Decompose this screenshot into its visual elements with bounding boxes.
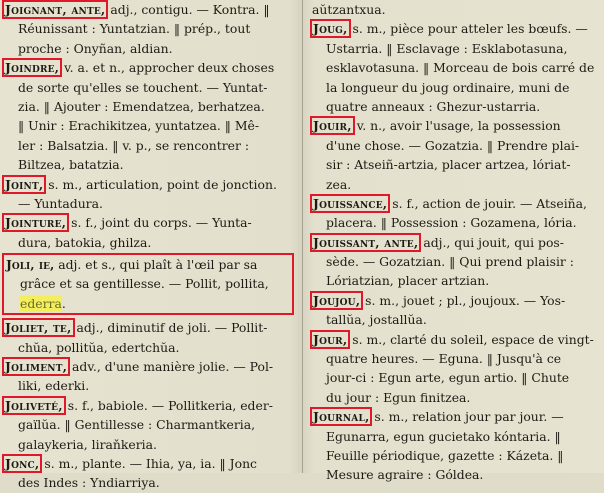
entry-line: zea. [326, 176, 352, 192]
headword: Journal, [313, 409, 370, 425]
entry-line: sède. — Gozatzian. ‖ Qui prend plaisir : [326, 254, 574, 270]
dictionary-entry [4, 318, 294, 357]
entry-line: quatre anneaux : Ghezur-ustarria. [326, 98, 541, 114]
entry-line: liki, ederki. [18, 378, 90, 394]
headword: Jouissant, ante, [313, 234, 419, 250]
entry-line: Joug, s. m., pièce pour atteler les bœufs. — [313, 21, 588, 37]
entry-line: du jour : Egun finitzea. [326, 389, 471, 405]
left-column [4, 0, 294, 493]
headword: Joindre, [5, 60, 60, 76]
headword: Jouir, [313, 118, 352, 134]
dictionary-entry [4, 175, 294, 214]
entry-line: Joliveté, s. f., babiole. — Pollitkeria, eder- [5, 397, 273, 413]
dictionary-entry [312, 407, 598, 485]
entry-line: d'une chose. — Gozatzia. ‖ Prendre plai- [326, 137, 580, 153]
entry-line: ‖ Unir : Erachikitzea, yuntatzea. ‖ Mê- [18, 118, 260, 134]
entry-line: Egunarra, egun gucietako kóntaria. ‖ [326, 428, 561, 444]
headword: Jointure, [5, 215, 67, 231]
entry-line: tallŭa, jostallŭa. [326, 312, 427, 328]
entry-line: Joignant, ante, adj., contigu. — Kontra. ‖ [5, 2, 270, 17]
entry-line: Jonc, s. m., plante. — Ihia, ya, ia. ‖ Jonc [5, 455, 258, 471]
entry-line: Journal, s. m., relation jour par jour. — [313, 409, 564, 425]
entry-line: Réunissant : Yuntatzian. ‖ prép., tout [18, 21, 251, 37]
dictionary-entry [312, 0, 598, 19]
dictionary-entry [312, 194, 598, 233]
headword: Jouissance, [313, 195, 388, 211]
entry-line: jour-ci : Egun arte, egun artio. ‖ Chute [326, 370, 570, 386]
entry-line: Joujou, s. m., jouet ; pl., joujoux. — Yos- [313, 292, 566, 308]
entry-line: aŭtzantxua. [312, 2, 386, 17]
entry-line: gaïlŭa. ‖ Gentillesse : Charmantkeria, [18, 417, 256, 433]
entry-line: grâce et sa gentillesse. — Pollit, pollita, [20, 276, 269, 292]
entry-line: zia. ‖ Ajouter : Emendatzea, berhatzea. [18, 98, 265, 114]
entry-line: Jouissance, s. f., action de jouir. — Atseiña, [313, 195, 587, 211]
entry-line: esklavotasuna. ‖ Morceau de bois carré de [326, 60, 595, 76]
entry-line: de sorte qu'elles se touchent. — Yuntat- [18, 79, 268, 95]
entry-line: des Indes : Yndiarriya. [18, 475, 160, 491]
entry-line: dura, batokia, ghilza. [18, 234, 152, 250]
entry-line: Mesure agraire : Góldea. [326, 467, 484, 483]
dictionary-entry [4, 454, 294, 493]
entry-line: sir : Atseiñ-artzia, placer artzea, lóriat- [326, 157, 571, 173]
entry-line: ler : Balsatzia. ‖ v. p., se rencontrer : [18, 137, 250, 153]
dictionary-entry [312, 116, 598, 194]
entry-line: Lóriatzian, placer artzian. [326, 273, 490, 289]
dictionary-entry [312, 19, 598, 116]
entry-line: Ustarria. ‖ Esclavage : Esklabotasuna, [326, 40, 568, 56]
entry-line: Jouir, v. n., avoir l'usage, la possession [313, 118, 561, 134]
entry-line: Jointure, s. f., joint du corps. — Yunta- [5, 215, 252, 231]
entry-line: Biltzea, batatzia. [18, 157, 124, 173]
column-divider [302, 0, 303, 473]
headword: Joli, ie, [6, 257, 55, 273]
entry-line: Joint, s. m., articulation, point de jonction. [5, 176, 277, 192]
entry-line: Joliet, te, adj., diminutif de joli. — Pollit- [5, 320, 268, 336]
entry-line: quatre heures. — Eguna. ‖ Jusqu'à ce [326, 351, 562, 367]
right-column [312, 0, 598, 485]
dictionary-entry [312, 330, 598, 408]
headword: Joint, [5, 176, 44, 192]
headword: Jour, [313, 331, 348, 347]
headword: Joliet, te, [5, 320, 72, 336]
dictionary-entry [4, 213, 294, 252]
highlighted-word: ederra [20, 295, 62, 311]
entry-line: Joli, ie, adj. et s., qui plaît à l'œil par sa [6, 257, 258, 273]
entry-line: Jour, s. m., clarté du soleil, espace de vingt- [313, 331, 594, 347]
headword: Joignant, ante, [5, 2, 106, 17]
dictionary-entry [312, 233, 598, 291]
entry-line: placera. ‖ Possession : Gozamena, lória. [326, 215, 577, 231]
headword: Joliveté, [5, 397, 63, 413]
headword: Joliment, [5, 359, 68, 375]
entry-line: — Yuntadura. [18, 195, 103, 211]
headword: Jonc, [5, 455, 40, 471]
dictionary-entry [4, 58, 294, 174]
dictionary-entry [312, 291, 598, 330]
entry-line: Jouissant, ante, adj., qui jouit, qui pos- [313, 234, 564, 250]
entry-line: la longueur du joug ordinaire, muni de [326, 79, 570, 95]
entry-line: proche : Onyñan, aldian. [18, 40, 173, 56]
headword: Joug, [313, 21, 348, 37]
entry-line: Joindre, v. a. et n., approcher deux choses [5, 60, 275, 76]
entry-line: galaykeria, liraňkeria. [18, 436, 157, 452]
dictionary-entry [4, 357, 294, 396]
highlighted-entry [2, 253, 294, 315]
headword: Joujou, [313, 292, 361, 308]
entry-line: Feuille périodique, gazette : Kázeta. ‖ [326, 447, 564, 463]
entry-line: Joliment, adv., d'une manière jolie. — Pol- [5, 359, 274, 375]
entry-line: chŭa, pollitŭa, edertchŭa. [18, 339, 180, 355]
dictionary-entry [4, 0, 294, 58]
dictionary-entry [4, 396, 294, 454]
entry-line: ederra. [20, 295, 66, 311]
